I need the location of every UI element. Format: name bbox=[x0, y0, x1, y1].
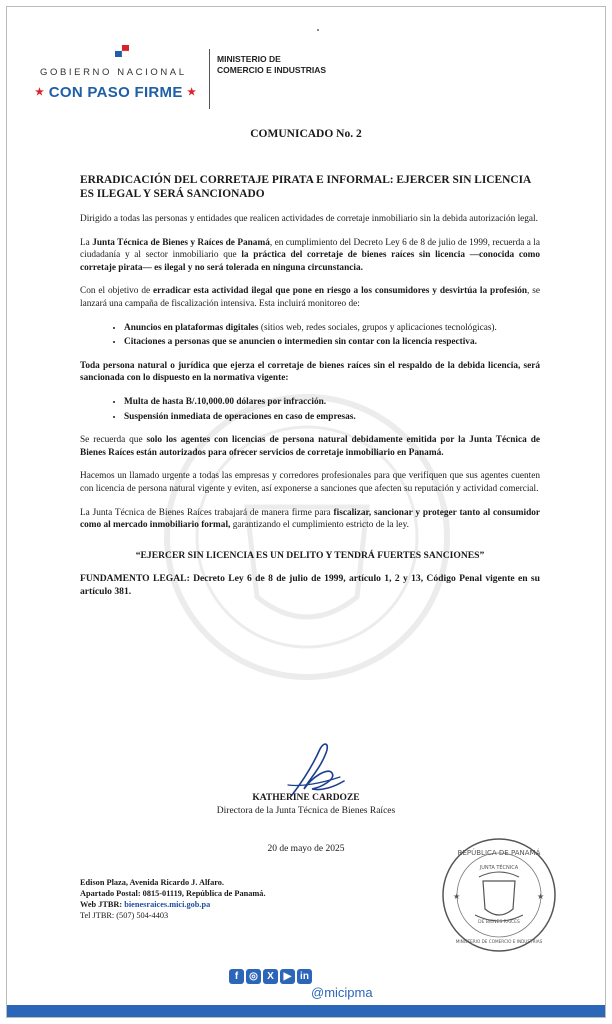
body-heading: ERRADICACIÓN DEL CORRETAJE PIRATA E INFORMAL: EJERCER SIN LICENCIA ES ILEGAL Y SERÁ SANCIONADO bbox=[80, 174, 531, 200]
ministry-name bbox=[217, 54, 326, 76]
paragraph-5 bbox=[80, 434, 540, 459]
signer-role: Directora de la Junta Técnica de Bienes Raíces bbox=[216, 806, 396, 816]
list-item-bold: Suspensión inmediata de operaciones en caso de empresas. bbox=[124, 411, 356, 422]
p2-bold: Junta Técnica de Bienes y Raíces de Panamá bbox=[92, 237, 270, 248]
svg-text:DE BIENES RAÍCES: DE BIENES RAÍCES bbox=[478, 920, 520, 925]
list-item-bold: Anuncios en plataformas digitales bbox=[124, 322, 259, 333]
list-item-text: (sitios web, redes sociales, grupos y aplicaciones tecnológicas). bbox=[258, 322, 497, 333]
document-title: COMUNICADO No. 2 bbox=[250, 128, 362, 140]
list-item bbox=[124, 336, 540, 349]
panama-flag-icon bbox=[115, 45, 129, 57]
list-item-bold: Citaciones a personas que se anuncien o intermedien sin contar con la licencia respectiva. bbox=[124, 337, 477, 348]
p7-text: garantizando el cumplimiento estricto de la ley. bbox=[230, 520, 409, 531]
star-icon: ★ bbox=[187, 87, 197, 98]
document-body bbox=[80, 173, 540, 609]
quote: “EJERCER SIN LICENCIA ES UN DELITO Y TENDRÁ FUERTES SANCIONES” bbox=[135, 549, 485, 561]
paragraph-3 bbox=[80, 285, 540, 310]
gov-name: GOBIERNO NACIONAL bbox=[40, 67, 187, 78]
svg-text:MINISTERIO DE COMERCIO E INDUS: MINISTERIO DE COMERCIO E INDUSTRIAS bbox=[455, 939, 543, 944]
p3-bold: erradicar esta actividad ilegal que pone en riesgo a los consumidores y desvirtúa la profesión bbox=[153, 286, 528, 297]
header-divider bbox=[209, 49, 210, 109]
paragraph-2 bbox=[80, 237, 540, 275]
address-line: Edison Plaza, Avenida Ricardo J. Alfaro. bbox=[80, 878, 224, 887]
signature-block bbox=[7, 733, 605, 823]
p3-text: , se lanzará una campaña de fiscalización intensiva. Esta incluirá monitoreo de: bbox=[80, 286, 541, 309]
p7-text: La Junta Técnica de Bienes Raíces trabajará de manera firme para bbox=[80, 507, 334, 518]
p4-bold: Toda persona natural o jurídica que ejerza el corretaje de bienes raíces sin el respaldo de la debida licencia, será sancionada con lo dispuesto en la normativa vigente: bbox=[80, 360, 540, 384]
letterhead bbox=[7, 7, 605, 107]
web-label: Web JTBR: bbox=[80, 900, 125, 909]
x-icon[interactable]: X bbox=[263, 969, 278, 984]
signer-name: KATHERINE CARDOZE bbox=[252, 793, 360, 803]
address-line: Apartado Postal: 0815-01119, República de Panamá. bbox=[80, 889, 266, 898]
paragraph-4 bbox=[80, 360, 540, 385]
monitoring-list bbox=[80, 322, 540, 349]
sanctions-list bbox=[80, 396, 540, 423]
linkedin-icon[interactable]: in bbox=[297, 969, 312, 984]
social-handle[interactable]: @micipma bbox=[311, 985, 373, 1000]
youtube-icon[interactable]: ▶ bbox=[280, 969, 295, 984]
instagram-icon[interactable]: ◎ bbox=[246, 969, 261, 984]
star-icon: ★ bbox=[35, 87, 45, 98]
address-web bbox=[80, 899, 266, 910]
p2-text: , en cumplimiento del Decreto Ley 6 de 8 de julio de 1999, recuerda a la ciudadanía y al sector inmobiliario que bbox=[80, 237, 540, 261]
svg-text:★: ★ bbox=[453, 892, 461, 901]
paragraph-7 bbox=[80, 507, 540, 532]
footer-bar bbox=[7, 1005, 605, 1017]
document-date: 20 de mayo de 2025 bbox=[267, 844, 345, 854]
p2-bold: la práctica del corretaje de bienes raíces sin licencia —conocida como corretaje pirata— es ilegal y no será tolerada en ninguna circunstancia. bbox=[80, 250, 540, 273]
p5-text: Se recuerda que bbox=[80, 435, 147, 446]
web-link[interactable]: bienesraices.mici.gob.pa bbox=[124, 900, 211, 909]
address-block bbox=[80, 877, 266, 921]
facebook-icon[interactable]: f bbox=[229, 969, 244, 984]
ministry-line2: COMERCIO E INDUSTRIAS bbox=[217, 65, 327, 75]
address-phone: Tel JTBR: (507) 504-4403 bbox=[80, 911, 169, 920]
list-item bbox=[124, 411, 540, 424]
paragraph-1: Dirigido a todas las personas y entidades que realicen actividades de corretaje inmobiliario sin la debida autorización legal. bbox=[80, 214, 538, 224]
svg-text:JUNTA TÉCNICA: JUNTA TÉCNICA bbox=[479, 865, 519, 871]
slogan-text: CON PASO FIRME bbox=[48, 84, 183, 101]
slogan bbox=[35, 84, 196, 101]
ministry-line1: MINISTERIO DE bbox=[217, 54, 281, 64]
list-item bbox=[124, 322, 540, 335]
p7-bold: fiscalizar, sancionar y proteger tanto al consumidor como al mercado inmobiliario formal, bbox=[80, 507, 541, 531]
document-page bbox=[6, 6, 606, 1018]
svg-text:REPÚBLICA DE PANAMÁ: REPÚBLICA DE PANAMÁ bbox=[457, 849, 541, 857]
official-seal-icon bbox=[439, 835, 559, 955]
list-item bbox=[124, 396, 540, 409]
p3-text: Con el objetivo de bbox=[80, 286, 153, 297]
svg-text:★: ★ bbox=[537, 892, 545, 901]
paragraph-6: Hacemos un llamado urgente a todas las empresas y corredores profesionales para que verifiquen que sus agentes cuenten con licencia de persona natural vigente y eviten, así exponerse a sanciones que afecten su reputación y actividad comercial. bbox=[80, 471, 540, 494]
social-icons bbox=[229, 969, 312, 984]
list-item-bold: Multa de hasta B/.10,000.00 dólares por infracción. bbox=[124, 396, 327, 407]
legal-basis: FUNDAMENTO LEGAL: Decreto Ley 6 de 8 de julio de 1999, artículo 1, 2 y 13, Código Penal vigente en su artículo 381. bbox=[80, 573, 540, 597]
p2-text: La bbox=[80, 237, 93, 248]
p5-bold: solo los agentes con licencias de persona natural debidamente emitida por la Junta Técnica de Bienes Raíces están autorizados para ofrecer servicios de corretaje inmobiliario en Panamá. bbox=[80, 435, 540, 458]
scan-dot bbox=[317, 29, 319, 31]
